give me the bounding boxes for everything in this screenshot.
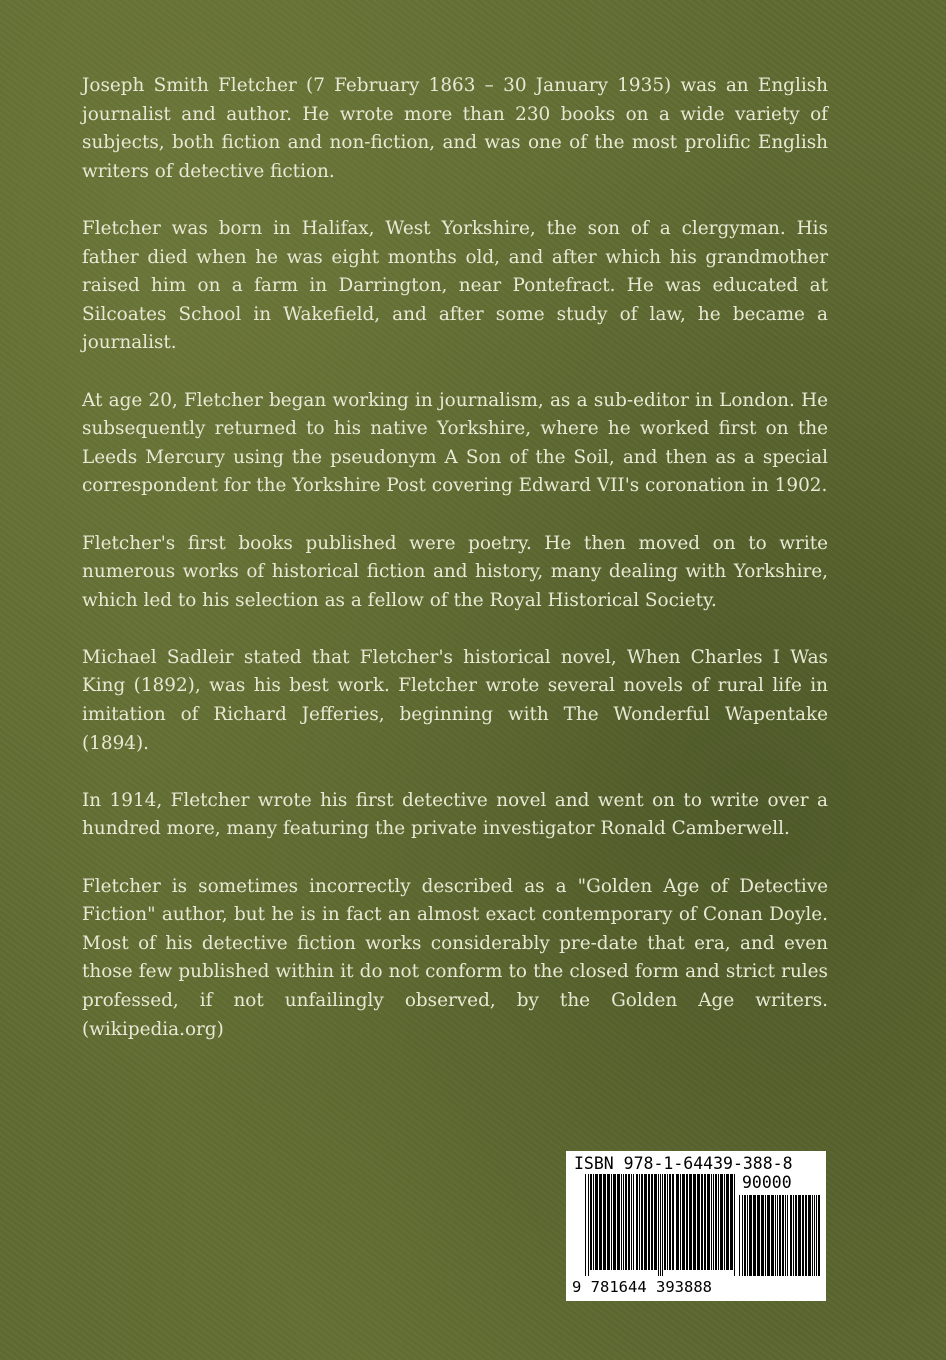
barcode-bar [593,1174,594,1270]
barcode-bar [718,1174,719,1270]
barcode-bar [761,1195,764,1276]
ean-barcode-bars [584,1174,736,1276]
barcode-bar [749,1195,752,1276]
barcode-bar [662,1174,663,1276]
barcode-bar [697,1174,700,1270]
barcode-bar [771,1195,774,1276]
barcode-bar [775,1195,776,1276]
barcode-bar [686,1174,688,1270]
barcode-bar [621,1174,622,1270]
blurb-paragraph-7: Fletcher is sometimes incorrectly described as a "Golden Age of Detective Fiction" author, but he is in fact an almost exact contemporary of Conan Doyle. Most of his detective fiction works considerably pre-date that era, and even those few published within it do not conform to the closed form and strict rules professed, if not unfailingly observed, by the Golden Age writers. (wikipedia.org) [82,875,828,1040]
price-addon-bars [738,1195,820,1276]
barcode-bar [818,1195,820,1276]
barcode-bar [654,1174,657,1270]
barcode-bar [726,1174,729,1270]
barcode-bar [767,1195,770,1276]
barcode-bar [707,1174,710,1270]
barcode-bar [669,1174,671,1270]
blurb-paragraph-6: In 1914, Fletcher wrote his first detective novel and went on to write over a hundred more, many featuring the private investigator Ronald Camberwell. [82,789,828,840]
barcode-bar [785,1195,786,1276]
barcode-bar [805,1195,807,1276]
barcode-bar [644,1174,647,1270]
barcode-bar [802,1195,804,1276]
barcode-bar [779,1195,781,1276]
barcode-bar [617,1174,620,1270]
barcode-bar [724,1174,725,1270]
barcode-bar [715,1174,717,1270]
barcode-bar [611,1174,612,1270]
barcode-bar [682,1174,685,1270]
blurb-paragraph-5: Michael Sadleir stated that Fletcher's historical novel, When Charles I Was King (1892), was his best work. Fletcher wrote several novels of rural life in imitation of Richard Jefferies, beginning with The Wonderful Wapentake (1894). [82,646,828,754]
barcode-bar [693,1174,696,1270]
barcode-bar [720,1174,723,1270]
barcode-bar [628,1174,630,1270]
barcode-bar [704,1174,706,1270]
barcode-bar [812,1195,813,1276]
barcode-bar [782,1195,784,1276]
barcode-bar [636,1174,638,1270]
barcode-bar [747,1195,748,1276]
barcode-bar [790,1195,792,1276]
barcode-bar [585,1174,586,1276]
barcode-bar [701,1174,703,1270]
barcode-bar [814,1195,815,1276]
blurb-paragraph-4: Fletcher's first books published were poetry. He then moved on to write numerous works of historical fiction and history, many dealing with Yorkshire, which led to his selection as a fellow of the Royal Historical Society. [82,532,828,611]
barcode-bar [599,1174,602,1270]
back-cover-blurb [82,72,828,1073]
barcode-bar [739,1195,740,1276]
barcode-bar [667,1174,668,1270]
barcode-bar [633,1174,634,1270]
barcode-bar [595,1174,598,1270]
barcode-bar [613,1174,616,1270]
barcode-bar [793,1195,794,1276]
barcode-bar [660,1174,661,1276]
isbn-label: ISBN 978-1-64439-388-8 [574,1154,793,1173]
barcode-bar [672,1174,674,1270]
barcode-bar [623,1174,624,1270]
barcode-bar [607,1174,610,1270]
blurb-paragraph-1: Joseph Smith Fletcher (7 February 1863 – 30 January 1935) was an English journalist and author. He wrote more than 230 books on a wide variety of subjects, both fiction and non-fiction, and was one of the most prolific English writers of detective fiction. [82,75,828,182]
barcode-bar [798,1195,801,1276]
barcode-bar [641,1174,643,1270]
barcode-bar [648,1174,650,1270]
blurb-paragraph-2: Fletcher was born in Halifax, West Yorkshire, the son of a clergyman. His father died when he was eight months old, and after which his grandmother raised him on a farm in Darrington, near Pontefract. He was educated at Silcoates School in Wakefield, and after some study of law, he became a journalist. [82,217,828,354]
barcode-bar [651,1174,653,1270]
barcode-bar [639,1174,640,1270]
blurb-paragraph-3: At age 20, Fletcher began working in journalism, as a sub-editor in London. He subsequently returned to his native Yorkshire, where he worked first on the Leeds Mercury using the pseudonym A Son of the Soil, and then as a special correspondent for the Yorkshire Post covering Edward VII's coronation in 1902. [82,389,828,497]
barcode-bar [631,1174,632,1270]
barcode-bar [744,1195,746,1276]
barcode-bar [787,1195,788,1276]
barcode-bar [625,1174,627,1270]
barcode-bar [588,1174,589,1276]
barcode-bar [713,1174,714,1270]
barcode-bar [795,1195,797,1276]
barcode-bar [753,1195,756,1276]
barcode-bar [689,1174,692,1270]
barcode-bar [808,1195,811,1276]
barcode-bar [742,1195,743,1276]
barcode-bar [711,1174,712,1270]
barcode-bar [777,1195,778,1276]
ean-digits: 9 781644 393888 [572,1278,712,1296]
barcode-bar [757,1195,760,1276]
barcode-bar [730,1174,733,1270]
isbn-barcode [566,1151,826,1301]
barcode-bar [734,1174,735,1276]
barcode-bar [816,1195,817,1276]
barcode-bar [676,1174,679,1270]
barcode-bar [680,1174,681,1270]
barcode-bar [664,1174,666,1270]
barcode-bar [603,1174,606,1270]
barcode-bar [765,1195,766,1276]
barcode-bar [658,1174,659,1276]
barcode-bar [590,1174,592,1270]
price-code: 90000 [742,1173,792,1192]
